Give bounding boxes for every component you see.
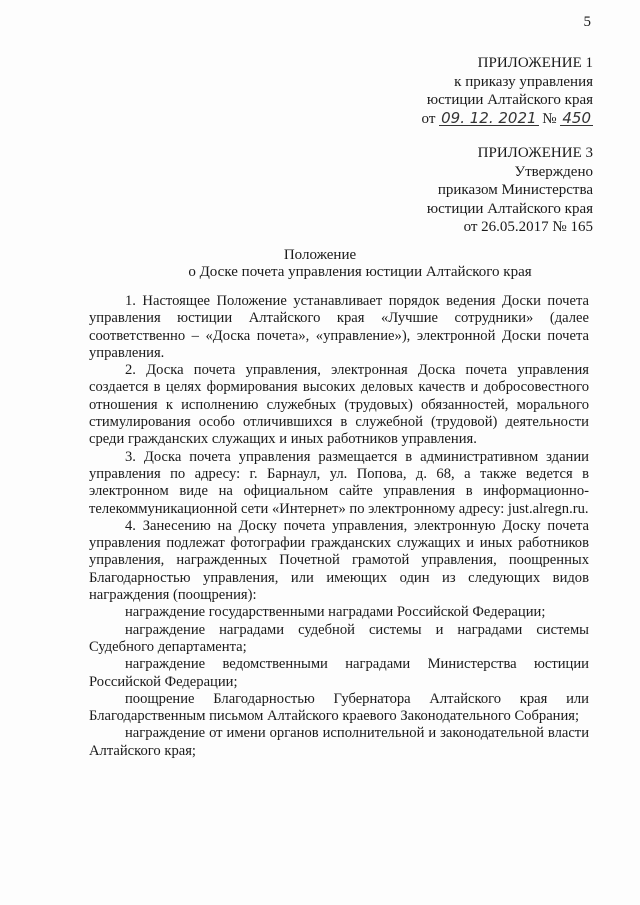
- list-item: награждение ведомственными наградами Министерства юстиции Российской Федерации;: [89, 656, 589, 690]
- number-sign: №: [542, 110, 557, 127]
- paragraph: 2. Доска почета управления, электронная Доска почета управления создается в целях формирования высоких деловых качеств и добросовестного отношения к исполнению служебных (трудовых) обязанностей, морального стимулирования особо отличившихся в служебной (трудовой) деятельности среди гражданских служащих и иных работников управления.: [89, 362, 589, 448]
- document-body: [89, 293, 589, 760]
- date-prefix: от: [421, 110, 436, 127]
- list-item: награждение государственными наградами Российской Федерации;: [125, 604, 546, 621]
- paragraph: 3. Доска почета управления размещается в административном здании управления по адресу: г. Барнаул, ул. Попова, д. 68, а также ведется в электронном виде на официальном сайте управления в информационно-телекоммуникационной сети «Интернет» по электронному адресу: just.alregn.ru.: [89, 448, 589, 517]
- page-number: 5: [583, 14, 591, 30]
- appendix-3-line: юстиции Алтайского края: [426, 200, 593, 217]
- appendix-3-line: от 26.05.2017 № 165: [463, 219, 593, 235]
- appendix-1-title: ПРИЛОЖЕНИЕ 1: [477, 55, 593, 71]
- appendix-1-date-line: [422, 110, 593, 129]
- appendix-1-line: к приказу управления: [454, 73, 593, 90]
- appendix-1-header: [422, 54, 593, 128]
- list-item: награждение от имени органов исполнительной и законодательной власти Алтайского края;: [89, 725, 589, 759]
- list-item: награждение наградами судебной системы и наградами системы Судебного департамента;: [89, 621, 589, 655]
- appendix-1-line: юстиции Алтайского края: [426, 92, 593, 108]
- handwritten-number: 450: [562, 108, 591, 127]
- appendix-3-header: [427, 144, 593, 237]
- appendix-3-line: приказом Министерства: [437, 182, 593, 198]
- paragraph: 4. Занесению на Доску почета управления, электронную Доску почета управления подлежат фотографии гражданских служащих и иных работников управления, награжденных Почетной грамотой управления, поощренных Благодарностью управления, или имеющих один из следующих видов награждения (поощрения):: [89, 517, 589, 604]
- list-item: поощрение Благодарностью Губернатора Алтайского края или Благодарственным письмом Алтайского краевого Законодательного Собрания;: [89, 690, 589, 725]
- handwritten-date: 09. 12. 2021: [441, 108, 537, 127]
- paragraph: 1. Настоящее Положение устанавливает порядок ведения Доски почета управления юстиции Алтайского края «Лучшие сотрудники» (далее соответственно – «Доска почета», «управление»), электронной Доски почета управления.: [89, 293, 589, 361]
- appendix-3-line: Утверждено: [514, 163, 593, 180]
- appendix-3-title: ПРИЛОЖЕНИЕ 3: [477, 145, 593, 161]
- document-title: Положение: [283, 247, 357, 263]
- document-subtitle: о Доске почета управления юстиции Алтайского края: [188, 264, 532, 280]
